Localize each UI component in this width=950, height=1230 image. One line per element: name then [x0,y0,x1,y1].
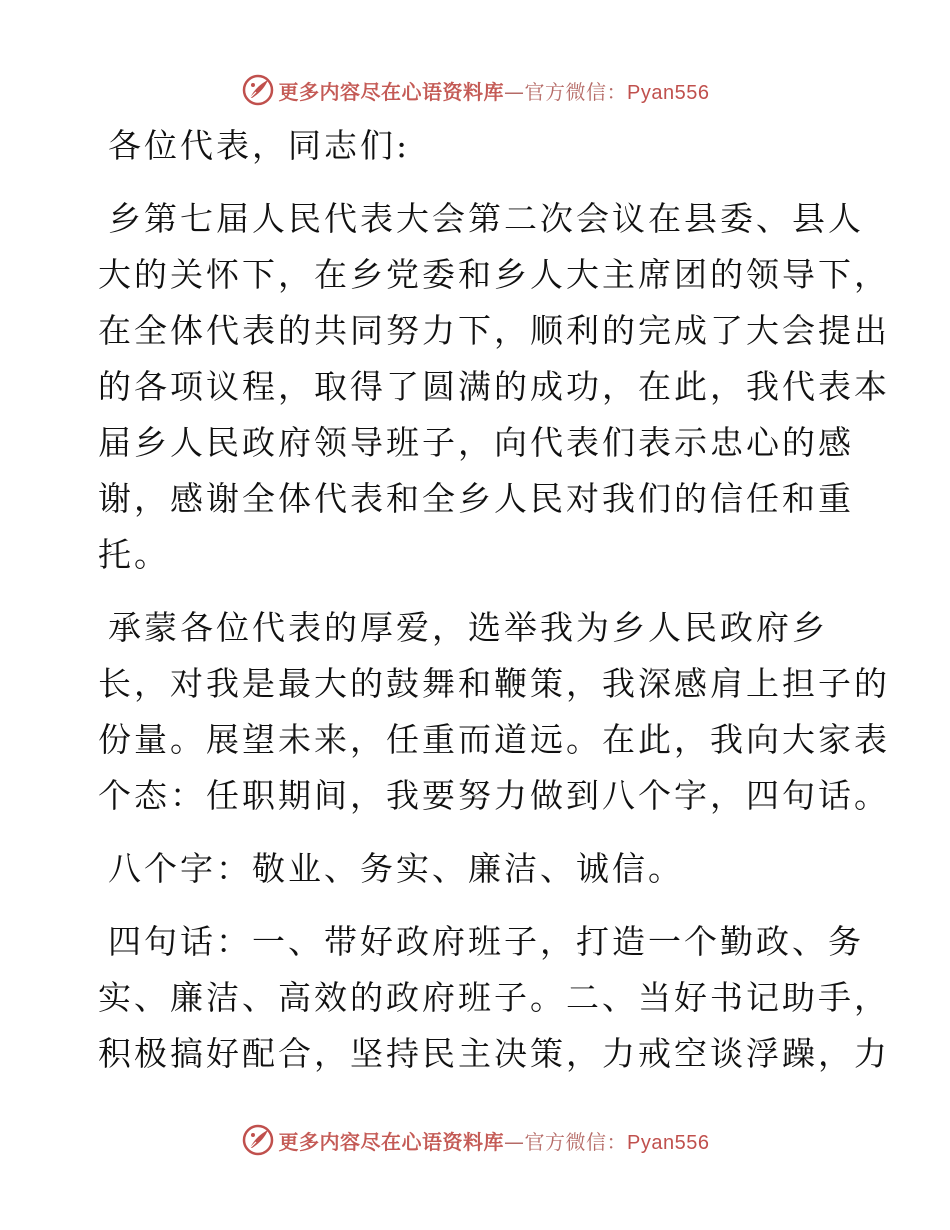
text-line: 份量。展望未来，任重而道远。在此，我向大家表 [98,720,890,759]
watermark-brand: 更多内容尽在心语资料库 [278,79,505,104]
feather-pen-logo-icon [241,73,275,107]
feather-pen-logo-icon [241,1123,275,1157]
body-paragraph [98,841,858,897]
text-line: 实、廉洁、高效的政府班子。二、当好书记助手， [98,978,890,1017]
watermark-wechat-label: —官方微信： [504,1129,628,1154]
watermark-text [279,76,710,105]
watermark-text [279,1126,710,1155]
text-line: 乡第七届人民代表大会第二次会议在县委、县人 [108,199,864,238]
text-line: 谢，感谢全体代表和全乡人民对我们的信任和重 [98,479,854,518]
watermark-brand: 更多内容尽在心语资料库 [278,1129,505,1154]
header-watermark [0,70,950,110]
document-body [98,118,890,1099]
text-line: 在全体代表的共同努力下，顺利的完成了大会提出 [98,311,890,350]
text-line: 承蒙各位代表的厚爱，选举我为乡人民政府乡 [108,608,828,647]
text-line: 托。 [98,535,170,574]
text-line: 各位代表，同志们: [108,126,411,165]
text-line: 四句话：一、带好政府班子，打造一个勤政、务 [108,922,864,961]
text-line: 届乡人民政府领导班子，向代表们表示忠心的感 [98,423,854,462]
text-line: 大的关怀下，在乡党委和乡人大主席团的领导下， [98,255,890,294]
watermark-wechat-id: Pyan556 [627,81,710,104]
text-line: 的各项议程，取得了圆满的成功，在此，我代表本 [98,367,890,406]
text-line: 积极搞好配合，坚持民主决策，力戒空谈浮躁，力 [98,1034,890,1073]
body-paragraph [98,191,890,583]
text-line: 个态：任职期间，我要努力做到八个字，四句话。 [98,776,890,815]
salutation-paragraph [98,118,858,174]
text-line: 八个字：敬业、务实、廉洁、诚信。 [108,849,684,888]
watermark-wechat-label: —官方微信： [504,79,628,104]
text-line: 长，对我是最大的鼓舞和鞭策，我深感肩上担子的 [98,664,890,703]
footer-watermark [0,1120,950,1160]
body-paragraph [98,600,890,824]
watermark-wechat-id: Pyan556 [627,1131,710,1154]
body-paragraph [98,914,890,1082]
